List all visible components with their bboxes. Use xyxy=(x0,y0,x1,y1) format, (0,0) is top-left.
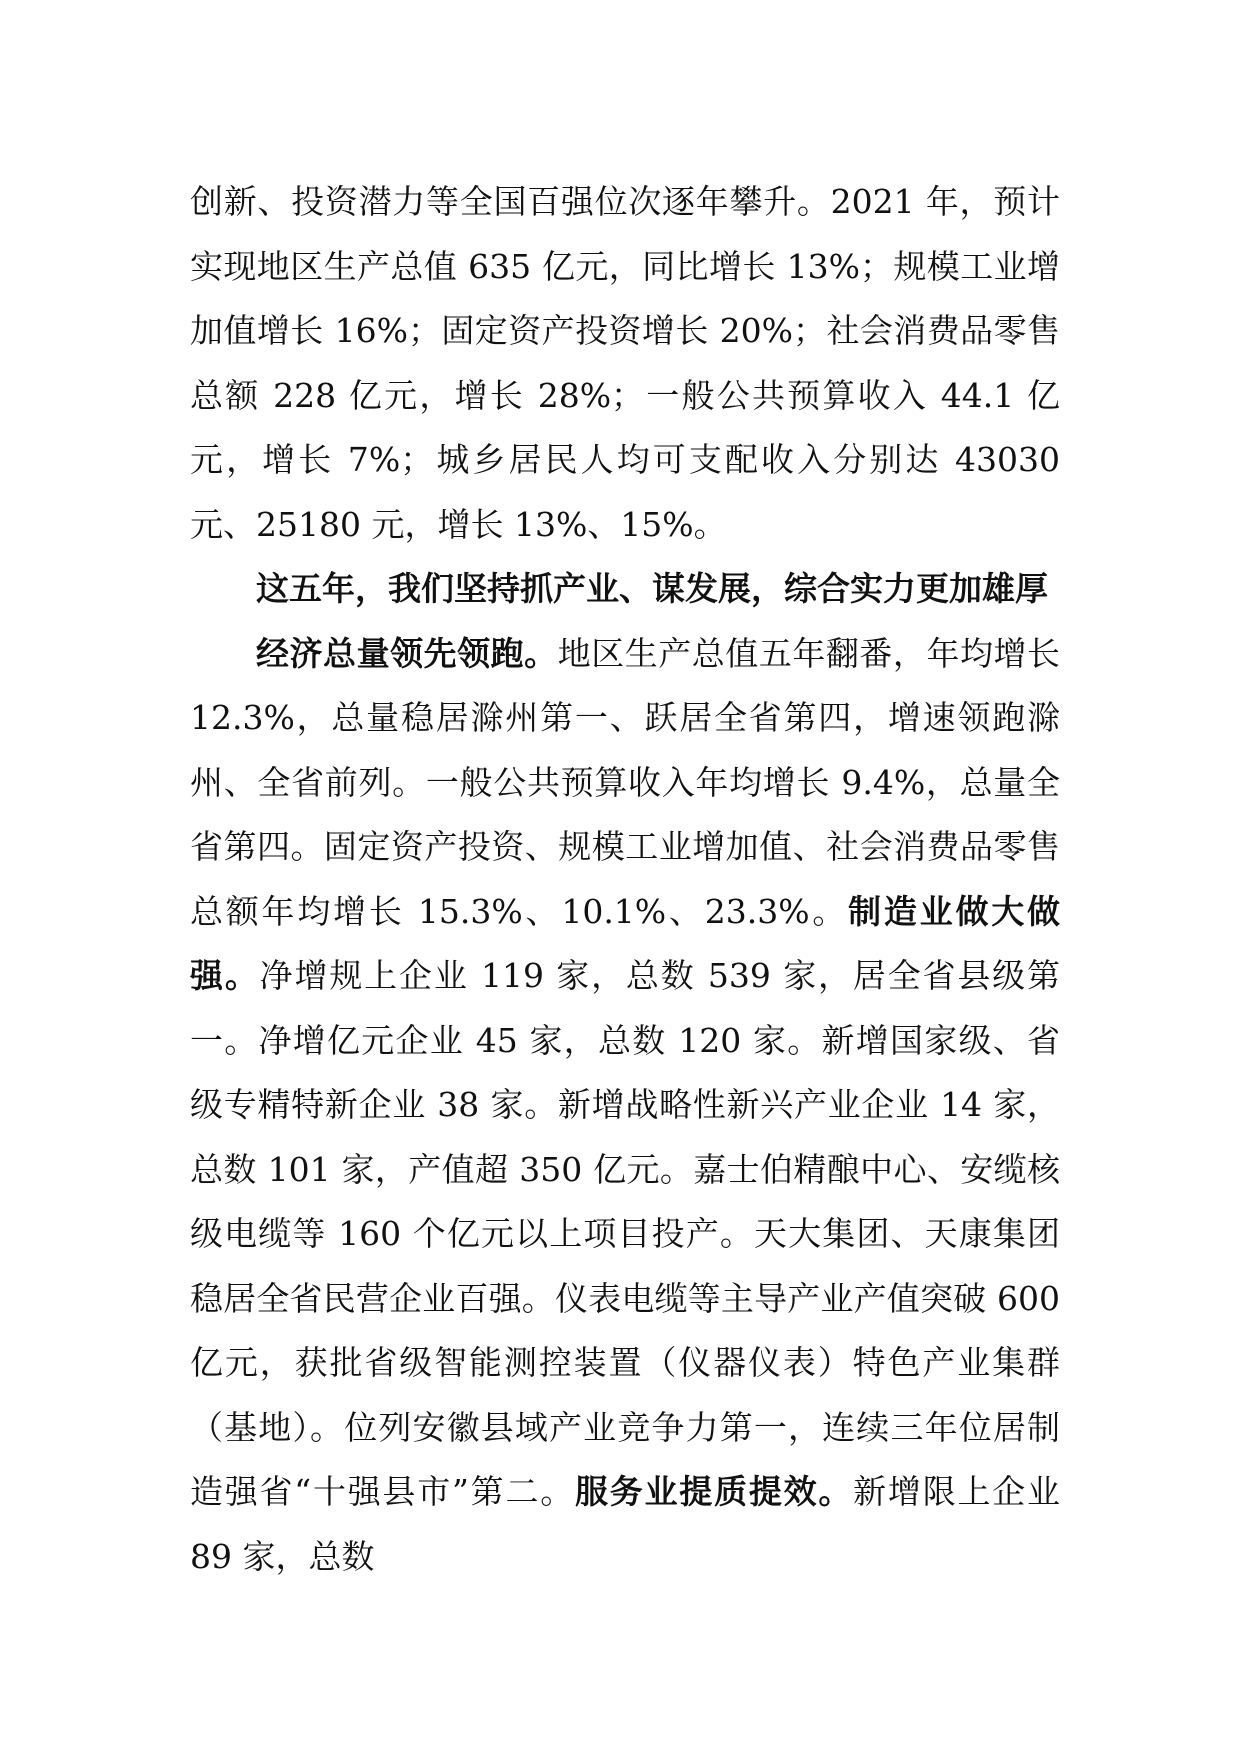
paragraph-industry-development xyxy=(190,622,1060,1590)
subheading-manufacturing: 制造业做大做强。 xyxy=(190,891,1060,995)
section-heading: 这五年，我们坚持抓产业、谋发展，综合实力更加雄厚 xyxy=(256,569,1048,608)
subheading-economic-total: 经济总量领先领跑。 xyxy=(256,633,558,673)
text-economic-total: 地区生产总值五年翻番，年均增长 12.3%，总量稳居滁州第一、跃居全省第四，增速领跑滁州、全省前列。一般公共预算收入年均增长 9.4%，总量全省第四。固定资产投资、规模工业增加值、社会消费品零售总额年均增长 15.3%、10.1%、23.3%。 xyxy=(190,633,1061,931)
subheading-services: 服务业提质提效。 xyxy=(574,1472,854,1511)
paragraph-economic-summary: 创新、投资潜力等全国百强位次逐年攀升。2021 年，预计实现地区生产总值 635 亿元，同比增长 13%；规模工业增加值增长 16%；固定资产投资增长 20%；社会消费品零售总额 228 亿元，增长 28%；一般公共预算收入 44.1 亿元，增长 7%；城乡居民人均可支配收入分别达 43030 元、25180 元，增长 13%、15%。 xyxy=(190,182,1060,544)
text-manufacturing: 净增规上企业 119 家，总数 539 家，居全省县级第一。净增亿元企业 45 家，总数 120 家。新增国家级、省级专精特新企业 38 家。新增战略性新兴产业企业 14 家，总数 101 家，产值超 350 亿元。嘉士伯精酿中心、安缆核级电缆等 160 个亿元以上项目投产。天大集团、天康集团稳居全省民营企业百强。仪表电缆等主导产业产值突破 600 亿元，获批省级智能测控装置（仪器仪表）特色产业集群（基地）。位列安徽县域产业竞争力第一，连续三年位居制造强省“十强县市”第二。 xyxy=(190,956,1061,1511)
text-services: 新增限上企业 89 家，总数 xyxy=(190,1472,1061,1576)
document-page xyxy=(190,170,1060,1589)
